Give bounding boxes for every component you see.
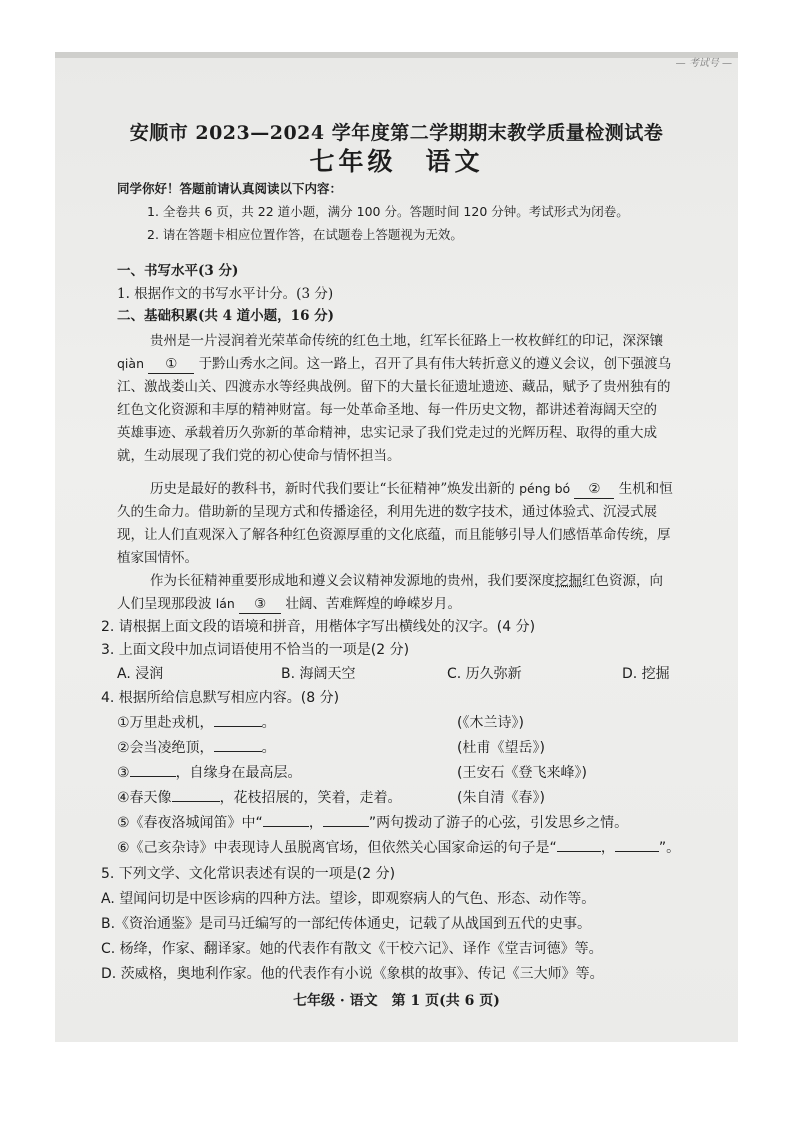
exam-subtitle: 七年级 语文 [309, 147, 484, 176]
question-1: 1. 根据作文的书写水平计分。(3 分) [117, 286, 334, 302]
q3-option-a: A. 浸润 [117, 666, 164, 682]
blank-2: ② [574, 480, 614, 499]
recite-1: ①万里赴戎机， 。 [117, 715, 276, 731]
recite-2-source: (杜甫《望岳》) [457, 740, 545, 756]
q3-option-d: D. 挖掘 [622, 666, 670, 682]
section-2-heading: 二、基础积累(共 4 道小题，16 分) [117, 308, 335, 324]
q5-option-d: D. 茨威格，奥地利作家。他的代表作有小说《象棋的故事》、传记《三大师》等。 [101, 966, 604, 982]
q3-option-b: B. 海阔天空 [281, 666, 356, 682]
corner-handwriting: — 考试号 — [675, 58, 732, 69]
section-1-heading: 一、书写水平(3 分) [117, 263, 239, 279]
question-3: 3. 上面文段中加点词语使用不恰当的一项是(2 分) [101, 642, 410, 658]
notice-item-1: 1. 全卷共 6 页，共 22 道小题，满分 100 分。答题时间 120 分钟。考试形式为闭卷。 [147, 204, 629, 219]
blank-1: ① [148, 355, 194, 374]
passage-2-line-1: 历史是最好的教科书，新时代我们要让“长征精神”焕发出新的 péng bó ② 生机和恒 [150, 481, 673, 497]
page-top-edge [55, 52, 738, 58]
recite-3-source: (王安石《登飞来峰》) [457, 765, 587, 781]
page-footer: 七年级 · 语文 第 1 页(共 6 页) [293, 993, 500, 1009]
exam-page [55, 52, 738, 1042]
passage-1-line-3: 江、激战娄山关、四渡赤水等经典战例。留下的大量长征遗址遗迹、藏品，赋予了贵州独有的 [117, 379, 671, 395]
recite-5: ⑤《春夜洛城闻笛》中“ ， ”两句拨动了游子的心弦，引发思乡之情。 [117, 815, 629, 831]
notice-item-2: 2. 请在答题卡相应位置作答，在试题卷上答题视为无效。 [147, 227, 463, 242]
passage-1-line-2: qiàn ① 于黔山秀水之间。这一路上，召开了具有伟大转折意义的遵义会议，创下强渡乌 [117, 356, 672, 372]
passage-1-line-6: 就，生动展现了我们党的初心使命与情怀担当。 [117, 448, 401, 464]
pinyin-2: péng bó [519, 481, 571, 496]
pinyin-1: qiàn [117, 356, 144, 371]
q5-option-a: A. 望闻问切是中医诊病的四种方法。望诊，即观察病人的气色、形态、动作等。 [101, 891, 596, 907]
passage-2-line-4: 植家国情怀。 [117, 550, 198, 566]
recite-2: ②会当凌绝顶， 。 [117, 740, 276, 756]
question-2: 2. 请根据上面文段的语境和拼音，用楷体字写出横线处的汉字。(4 分) [101, 619, 536, 635]
blank-3: ③ [239, 595, 281, 614]
passage-3-line-2: 人们呈现那段波 lán ③ 壮阔、苦难辉煌的峥嵘岁月。 [117, 596, 461, 612]
recite-4-source: (朱自清《春》) [457, 790, 545, 806]
dotted-word: 挖掘 [555, 573, 582, 589]
exam-title: 安顺市 2023—2024 学年度第二学期期末教学质量检测试卷 [129, 122, 664, 144]
passage-3-line-1: 作为长征精神重要形成地和遵义会议精神发源地的贵州，我们要深度挖掘红色资源，向 [150, 573, 663, 589]
question-5: 5. 下列文学、文化常识表述有误的一项是(2 分) [101, 866, 396, 882]
recite-3: ③ ，自缘身在最高层。 [117, 765, 302, 781]
question-4: 4. 根据所给信息默写相应内容。(8 分) [101, 690, 340, 706]
recite-4: ④春天像 ，花枝招展的，笑着，走着。 [117, 790, 402, 806]
passage-1-line-5: 英雄事迹、承载着历久弥新的革命精神，忠实记录了我们党走过的光辉历程、取得的重大成 [117, 425, 657, 441]
q3-option-c: C. 历久弥新 [447, 666, 522, 682]
passage-1-line-4: 红色文化资源和丰厚的精神财富。每一处革命圣地、每一件历史文物，都讲述着海阔天空的 [117, 402, 657, 418]
pinyin-3: lán [215, 596, 235, 611]
recite-1-source: (《木兰诗》) [457, 715, 524, 731]
q5-option-c: C. 杨绛，作家、翻译家。她的代表作有散文《干校六记》、译作《堂吉诃德》等。 [101, 941, 603, 957]
notice-heading: 同学你好！答题前请认真阅读以下内容： [117, 181, 343, 196]
passage-2-line-3: 现，让人们直观深入了解各种红色资源厚重的文化底蕴，而且能够引导人们感悟革命传统，厚 [117, 527, 671, 543]
passage-1-line-1: 贵州是一片浸润着光荣革命传统的红色土地，红军长征路上一枚枚鲜红的印记，深深镶 [150, 333, 663, 349]
q5-option-b: B.《资治通鉴》是司马迁编写的一部纪传体通史，记载了从战国到五代的史事。 [101, 916, 592, 932]
passage-2-line-2: 久的生命力。借助新的呈现方式和传播途径，利用先进的数字技术，通过体验式、沉浸式展 [117, 504, 657, 520]
recite-6: ⑥《己亥杂诗》中表现诗人虽脱离官场，但依然关心国家命运的句子是“ ， ”。 [117, 840, 681, 856]
